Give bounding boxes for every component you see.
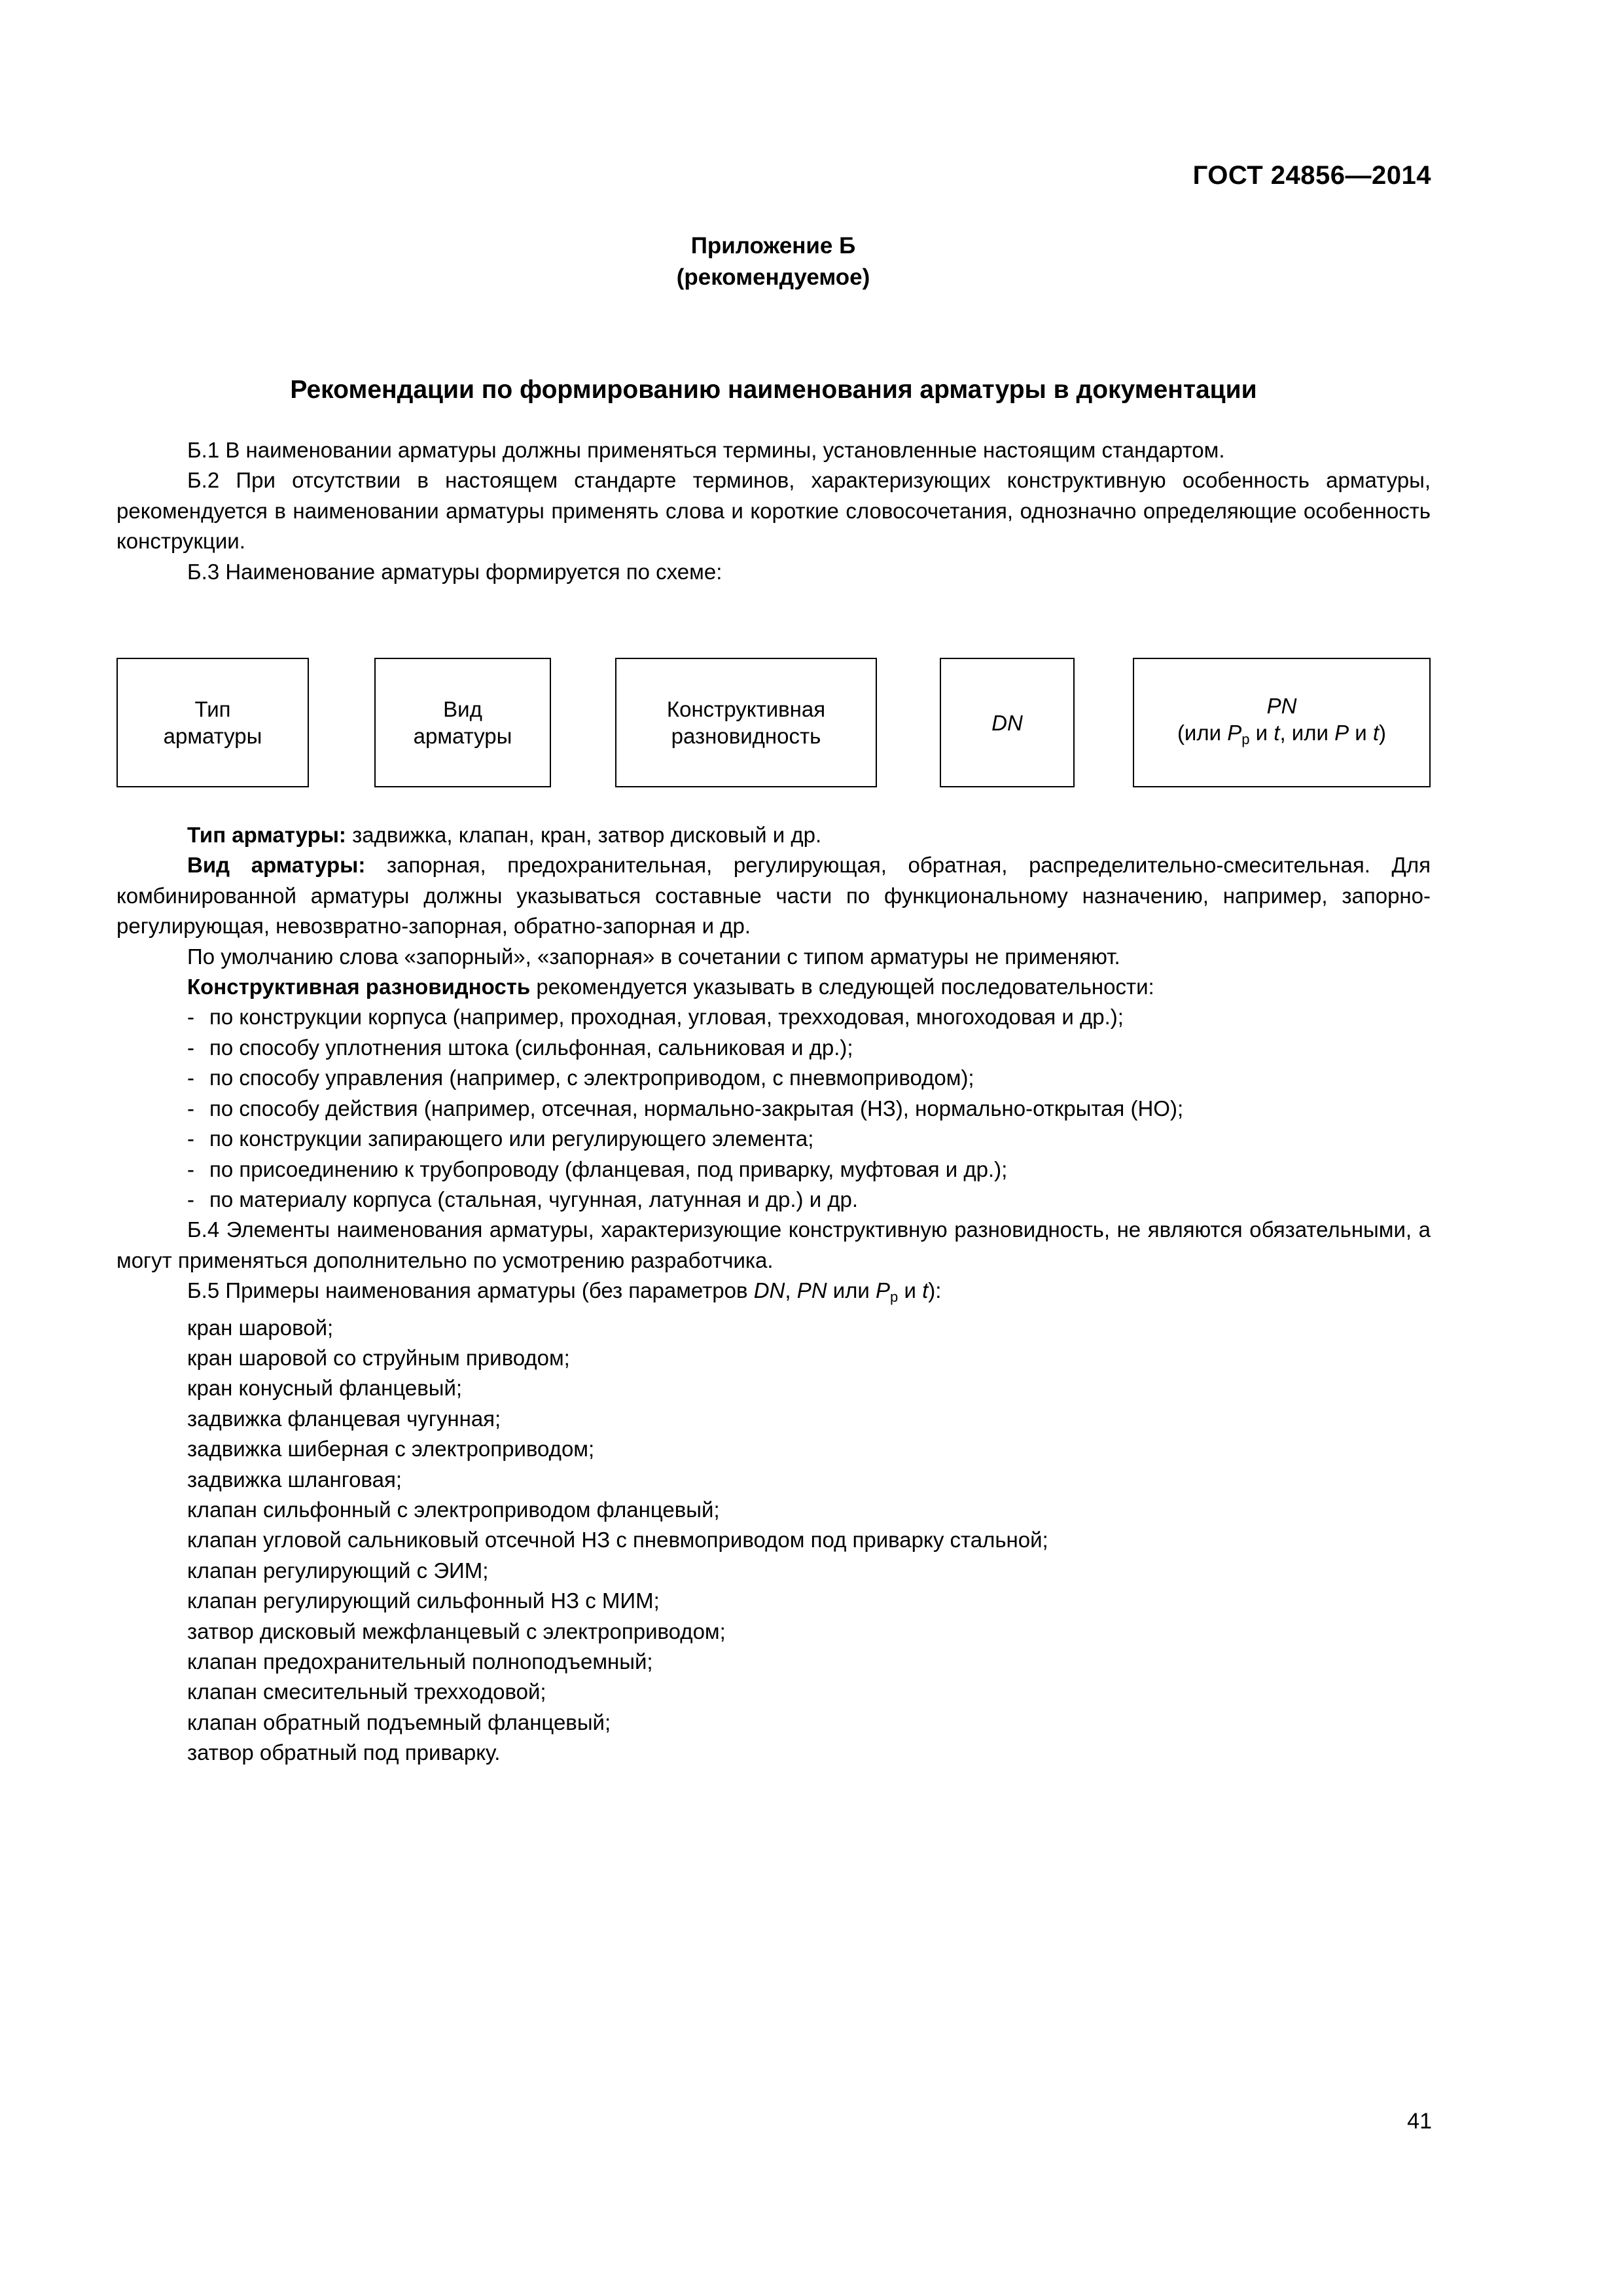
example-item: клапан регулирующий с ЭИМ;	[187, 1558, 489, 1583]
example-item: клапан угловой сальниковый отсечной НЗ с пневмоприводом под приварку стальной;	[187, 1528, 1048, 1552]
scheme-box-kind	[374, 658, 551, 787]
example-item: клапан сильфонный с электроприводом фланцевый;	[187, 1497, 720, 1522]
scheme-box-kind-line1: Вид	[443, 697, 482, 722]
text-fragment: , или	[1279, 721, 1335, 745]
text-fragment: (или	[1177, 721, 1228, 745]
term-kind: Вид арматуры:	[187, 853, 366, 878]
list-dash: -	[187, 1066, 194, 1090]
clause-b1: Б.1 В наименовании арматуры должны применяться термины, установленные настоящим стандартом.	[187, 438, 1225, 462]
scheme-box-design-line2: разновидность	[671, 724, 821, 749]
scheme-box-dn	[940, 658, 1075, 787]
standard-id: ГОСТ 24856—2014	[1192, 161, 1431, 190]
text-fragment: и	[898, 1278, 923, 1303]
scheme-box-pn	[1133, 658, 1431, 787]
design-list-item-text: по способу управления (например, с электроприводом, с пневмоприводом);	[209, 1066, 974, 1090]
example-item: кран конусный фланцевый;	[187, 1376, 463, 1401]
kind-definition	[116, 850, 1431, 941]
example-item: клапан обратный подъемный фланцевый;	[187, 1710, 611, 1734]
examples-list	[116, 1313, 1431, 1768]
list-dash: -	[187, 1126, 194, 1151]
naming-scheme	[116, 658, 1431, 790]
clause-b5	[116, 1276, 1431, 1312]
annex-title: Приложение Б	[690, 233, 856, 259]
text-fragment: или	[827, 1278, 876, 1303]
text-fragment: )	[1379, 721, 1387, 745]
example-item: затвор дисковый межфланцевый с электроприводом;	[187, 1619, 726, 1643]
type-text: задвижка, клапан, кран, затвор дисковый и др.	[346, 823, 822, 848]
clause-b3: Б.3 Наименование арматуры формируется по схеме:	[187, 559, 722, 584]
text-fragment: Б.5 Примеры наименования арматуры (без параметров	[187, 1278, 754, 1303]
text-fragment: и	[1249, 721, 1274, 745]
kind-text: запорная, предохранительная, регулирующая, обратная, распределительно-смесительная. Для комбинированной арматуры должны указываться составные части по функциональному назначению, например, запорно-регулирующая, невозвратно-запорная, обратно-запорная и др.	[116, 853, 1431, 939]
design-list-item	[116, 1185, 1431, 1215]
design-list-item	[116, 1155, 1431, 1185]
example-item: задвижка шланговая;	[187, 1467, 402, 1492]
design-list-item	[116, 1002, 1431, 1032]
type-definition	[116, 820, 1431, 850]
scheme-box-design-line1: Конструктивная	[666, 697, 826, 722]
symbol-t: t	[922, 1278, 929, 1303]
scheme-box-kind-line2: арматуры	[413, 724, 512, 749]
scheme-box-pn-label: PN	[1266, 694, 1297, 719]
scheme-box-type-line1: Тип	[194, 697, 231, 722]
design-list-item	[116, 1094, 1431, 1124]
scheme-box-type	[116, 658, 309, 787]
example-item: задвижка шиберная с электроприводом;	[187, 1437, 595, 1462]
symbol-pn: PN	[796, 1278, 827, 1303]
example-item: клапан предохранительный полноподъемный;	[187, 1649, 653, 1674]
example-item: кран шаровой;	[187, 1315, 334, 1340]
design-list-item	[116, 1124, 1431, 1154]
list-dash: -	[187, 1035, 194, 1060]
design-list-item	[116, 1033, 1431, 1063]
text-fragment: ):	[928, 1278, 942, 1303]
design-list-item	[116, 1063, 1431, 1093]
list-dash: -	[187, 1187, 194, 1211]
document-body	[116, 435, 1431, 1768]
list-dash: -	[187, 1005, 194, 1030]
design-list-item-text: по материалу корпуса (стальная, чугунная, латунная и др.) и др.	[209, 1187, 859, 1211]
term-design: Конструктивная разновидность	[187, 975, 531, 999]
example-item: кран шаровой со струйным приводом;	[187, 1345, 570, 1370]
symbol-p: P	[1334, 721, 1349, 745]
design-list-item-text: по способу действия (например, отсечная, нормально-закрытая (НЗ), нормально-открытая (НО);	[209, 1096, 1184, 1121]
scheme-box-pn-alt	[1177, 719, 1386, 753]
clause-b4: Б.4 Элементы наименования арматуры, характеризующие конструктивную разновидность, не являются обязательными, а могут применяться дополнительно по усмотрению разработчика.	[116, 1217, 1431, 1272]
spacer	[116, 587, 1431, 658]
subscript-r: р	[1241, 731, 1250, 748]
default-note: По умолчанию слова «запорный», «запорная» в сочетании с типом арматуры не применяют.	[187, 944, 1120, 969]
scheme-box-type-line2: арматуры	[163, 724, 262, 749]
symbol-p: P	[1227, 721, 1242, 745]
design-definition	[116, 972, 1431, 1002]
page-number: 41	[1407, 2109, 1432, 2134]
subscript-r: р	[890, 1289, 899, 1306]
text-fragment: и	[1349, 721, 1373, 745]
design-list-item-text: по конструкции запирающего или регулирующего элемента;	[209, 1126, 814, 1151]
design-list-item-text: по конструкции корпуса (например, проходная, угловая, трехходовая, многоходовая и др.);	[209, 1005, 1124, 1030]
document-title: Рекомендации по формированию наименования арматуры в документации	[290, 376, 1257, 404]
design-list	[116, 1002, 1431, 1215]
text-fragment: ,	[785, 1278, 797, 1303]
design-list-item-text: по присоединению к трубопроводу (фланцевая, под приварку, муфтовая и др.);	[209, 1157, 1008, 1181]
example-item: затвор обратный под приварку.	[187, 1740, 501, 1765]
example-item: клапан регулирующий сильфонный НЗ с МИМ;	[187, 1588, 660, 1613]
symbol-p: P	[876, 1278, 891, 1303]
symbol-dn: DN	[753, 1278, 785, 1303]
term-type: Тип арматуры:	[187, 823, 346, 848]
list-dash: -	[187, 1157, 194, 1181]
design-list-item-text: по способу уплотнения штока (сильфонная, сальниковая и др.);	[209, 1035, 853, 1060]
example-item: клапан смесительный трехходовой;	[187, 1679, 546, 1704]
symbol-t: t	[1274, 721, 1280, 745]
clause-b2: Б.2 При отсутствии в настоящем стандарте терминов, характеризующих конструктивную особенность арматуры, рекомендуется в наименовании арматуры применять слова и короткие словосочетания, однозначно определяющие особенность конструкции.	[116, 468, 1431, 554]
symbol-t: t	[1372, 721, 1380, 745]
design-text: рекомендуется указывать в следующей последовательности:	[530, 975, 1154, 999]
annex-status: (рекомендуемое)	[676, 264, 870, 290]
list-dash: -	[187, 1096, 194, 1121]
scheme-box-design	[615, 658, 877, 787]
example-item: задвижка фланцевая чугунная;	[187, 1406, 501, 1431]
scheme-box-dn-label: DN	[991, 710, 1023, 735]
